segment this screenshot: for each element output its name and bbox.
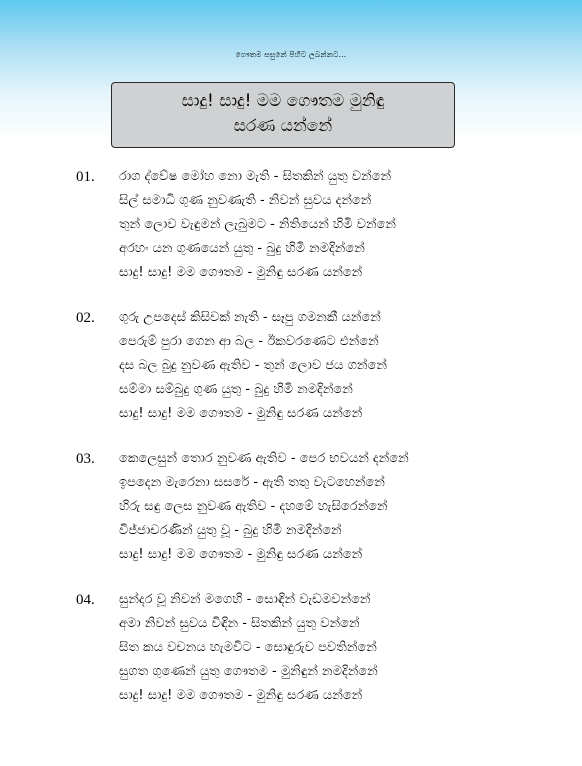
- verse-lines: [119, 306, 504, 426]
- title-line-1: සාදු! සාදු! මම ගෞතම මුනිඳු: [181, 91, 385, 111]
- verse-lines: [119, 165, 504, 285]
- verse-lines: [119, 588, 504, 708]
- verse-line: කෙලෙසුන් තොර නුවණ ඇතිව - පෙර භවයන් දන්නේ: [119, 451, 409, 466]
- verse-refrain: සාදු! සාදු! මම ගෞතම - මුනිඳු සරණ යන්නේ: [119, 688, 363, 703]
- verse-number: 04.: [76, 592, 95, 608]
- verse-line: පෙරුම් පුරා ගෙන ආ බල - ඊකවරණෙට එන්නේ: [119, 334, 379, 349]
- verse-line: හිරු සඳු ලෙස නුවණ ඇතිව - දහමේ හැසිරෙන්නේ: [119, 499, 388, 514]
- verse-refrain: සාදු! සාදු! මම ගෞතම - මුනිඳු සරණ යන්නේ: [119, 265, 363, 280]
- title-line-2: සරණ යන්නේ: [233, 116, 333, 136]
- verse-line: සුන්දර වූ නිවන් මගෙහි - සොඳින් වැඩමවන්නේ: [119, 592, 371, 607]
- verse-refrain: සාදු! සාදු! මම ගෞතම - මුනිඳු සරණ යන්නේ: [119, 406, 363, 421]
- verse-number: 01.: [76, 169, 95, 185]
- title-box: [111, 82, 455, 148]
- verse-lines: [119, 447, 504, 567]
- verse-line: විජ්ජාචරණින් යුතු වූ - බුදු හිමි නමදින්නේ: [119, 523, 342, 538]
- verse-line: තුන් ලොව වැඳුමන් ලැබුමට - නිතියෙන් හිමි වන්නේ: [119, 217, 396, 232]
- verse-line: අරහං යන ගුණයෙන් යුතු - බුදු හිමි නමදින්නේ: [119, 241, 365, 256]
- verse-line: රාග ද්වේෂ මෝහ නො මැති - සිතකින් යුතු වන්නේ: [119, 169, 392, 184]
- verse-line: සුගත ගුණෙන් යුතු ගෞතම - මුනිඳුන් නමදින්නේ: [119, 664, 378, 679]
- verse-number: 03.: [76, 451, 95, 467]
- verse-line: ඉපදෙන මැරෙනා සසරේ - ඇති තතු වැටහෙන්නේ: [119, 475, 385, 490]
- verse-refrain: සාදු! සාදු! මම ගෞතම - මුනිඳු සරණ යන්නේ: [119, 547, 363, 562]
- verse-number: 02.: [76, 310, 95, 326]
- header-note: ගෞතම සසුනේ පිහිට ලබන්නට...: [235, 50, 347, 59]
- verse-line: අමා නිවන් සුවය විඳින - සිතකින් යුතු වන්නේ: [119, 616, 360, 631]
- verse-line: දස බල බුදු නුවණ ඇතිව - තුන් ලොව ජය ගන්නේ: [119, 358, 387, 373]
- verse-line: සිත කය වචනය හැමවිට - සොඳුරුව පවතින්නේ: [119, 640, 377, 655]
- verse-line: ගුරු උපදෙස් කිසිවක් නැති - සෑපු ගමනකී යන්නේ: [119, 310, 381, 325]
- verse-line: සම්මා සම්බුදු ගුණ යුතු - බුදු හිමි නමදින්නේ: [119, 382, 353, 397]
- verse-line: සිල් සමාධි ගුණ නුවණැති - නිවන් සුවය දන්නේ: [119, 193, 372, 208]
